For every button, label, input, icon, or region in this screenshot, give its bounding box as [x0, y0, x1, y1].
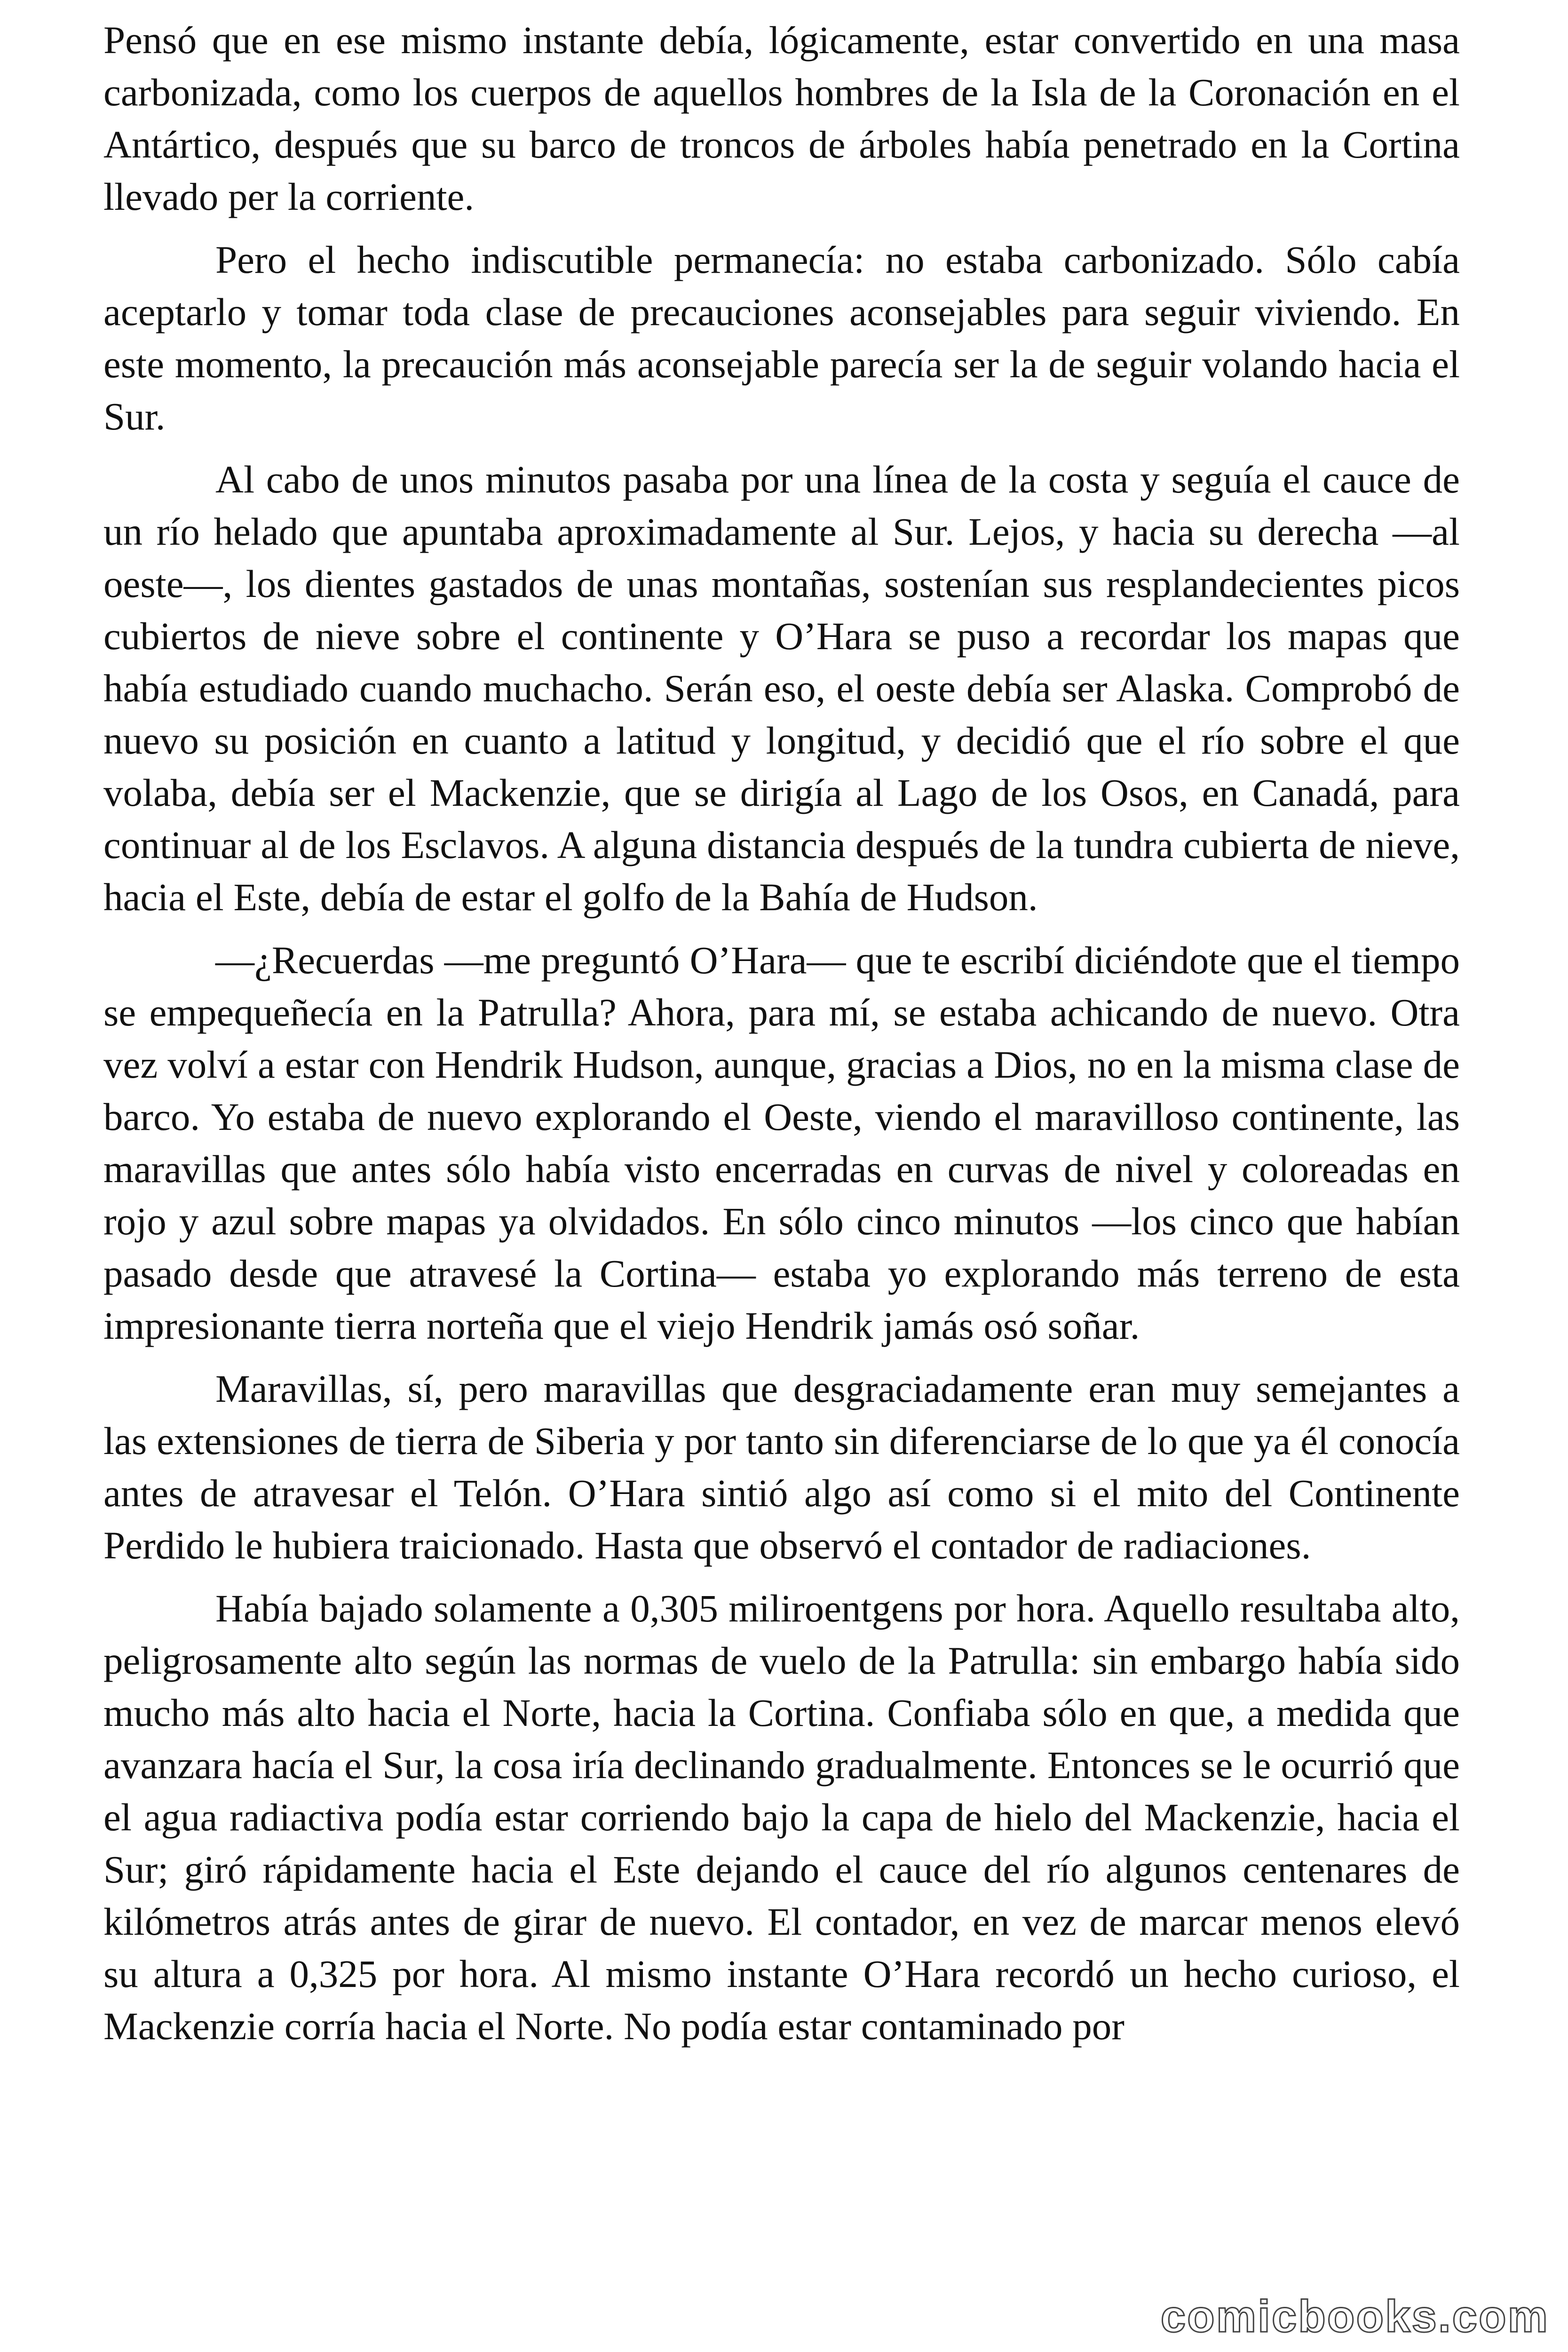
- paragraph: Había bajado solamente a 0,305 miliroentgens por hora. Aquello resultaba alto, peligrosamente alto según las normas de vuelo de la Patrulla: sin embargo había sido mucho más alto hacia el Norte, hacia la Cortina. Confiaba sólo en que, a medida que avanzara hacía el Sur, la cosa iría declinando gradualmente. Entonces se le ocurrió que el agua radiactiva podía estar corriendo bajo la capa de hielo del Mackenzie, hacia el Sur; giró rápidamente hacia el Este dejando el cauce del río algunos centenares de kilómetros atrás antes de girar de nuevo. El contador, en vez de marcar menos elevó su altura a 0,325 por hora. Al mismo instante O’Hara recordó un hecho curioso, el Mackenzie corría hacia el Norte. No podía estar contaminado por: [103, 1587, 1460, 2048]
- page-body: [103, 14, 1460, 2063]
- paragraph: Pero el hecho indiscutible permanecía: no estaba carbonizado. Sólo cabía aceptarlo y tomar toda clase de precauciones aconsejables para seguir viviendo. En este momento, la precaución más aconsejable parecía ser la de seguir volando hacia el Sur.: [103, 238, 1460, 438]
- watermark: comicbooks.com: [1160, 2291, 1549, 2342]
- paragraph: —¿Recuerdas —me preguntó O’Hara— que te escribí diciéndote que el tiempo se empequeñecía en la Patrulla? Ahora, para mí, se estaba achicando de nuevo. Otra vez volví a estar con Hendrik Hudson, aunque, gracias a Dios, no en la misma clase de barco. Yo estaba de nuevo explorando el Oeste, viendo el maravilloso continente, las maravillas que antes sólo había visto encerradas en curvas de nivel y coloreadas en rojo y azul sobre mapas ya olvidados. En sólo cinco minutos —los cinco que habían pasado desde que atravesé la Cortina— estaba yo explorando más terreno de esta impresionante tierra norteña que el viejo Hendrik jamás osó soñar.: [103, 938, 1460, 1347]
- paragraph: Maravillas, sí, pero maravillas que desgraciadamente eran muy semejantes a las extensiones de tierra de Siberia y por tanto sin diferenciarse de lo que ya él conocía antes de atravesar el Telón. O’Hara sintió algo así como si el mito del Continente Perdido le hubiera traicionado. Hasta que observó el contador de radiaciones.: [103, 1367, 1460, 1567]
- paragraph: Pensó que en ese mismo instante debía, lógicamente, estar convertido en una masa carbonizada, como los cuerpos de aquellos hombres de la Isla de la Coronación en el Antártico, después que su barco de troncos de árboles había penetrado en la Cortina llevado per la corriente.: [103, 18, 1460, 218]
- paragraph: Al cabo de unos minutos pasaba por una línea de la costa y seguía el cauce de un río helado que apuntaba aproximadamente al Sur. Lejos, y hacia su derecha —al oeste—, los dientes gastados de unas montañas, sostenían sus resplandecientes picos cubiertos de nieve sobre el continente y O’Hara se puso a recordar los mapas que había estudiado cuando muchacho. Serán eso, el oeste debía ser Alaska. Comprobó de nuevo su posición en cuanto a latitud y longitud, y decidió que el río sobre el que volaba, debía ser el Mackenzie, que se dirigía al Lago de los Osos, en Canadá, para continuar al de los Esclavos. A alguna distancia después de la tundra cubierta de nieve, hacia el Este, debía de estar el golfo de la Bahía de Hudson.: [103, 458, 1460, 919]
